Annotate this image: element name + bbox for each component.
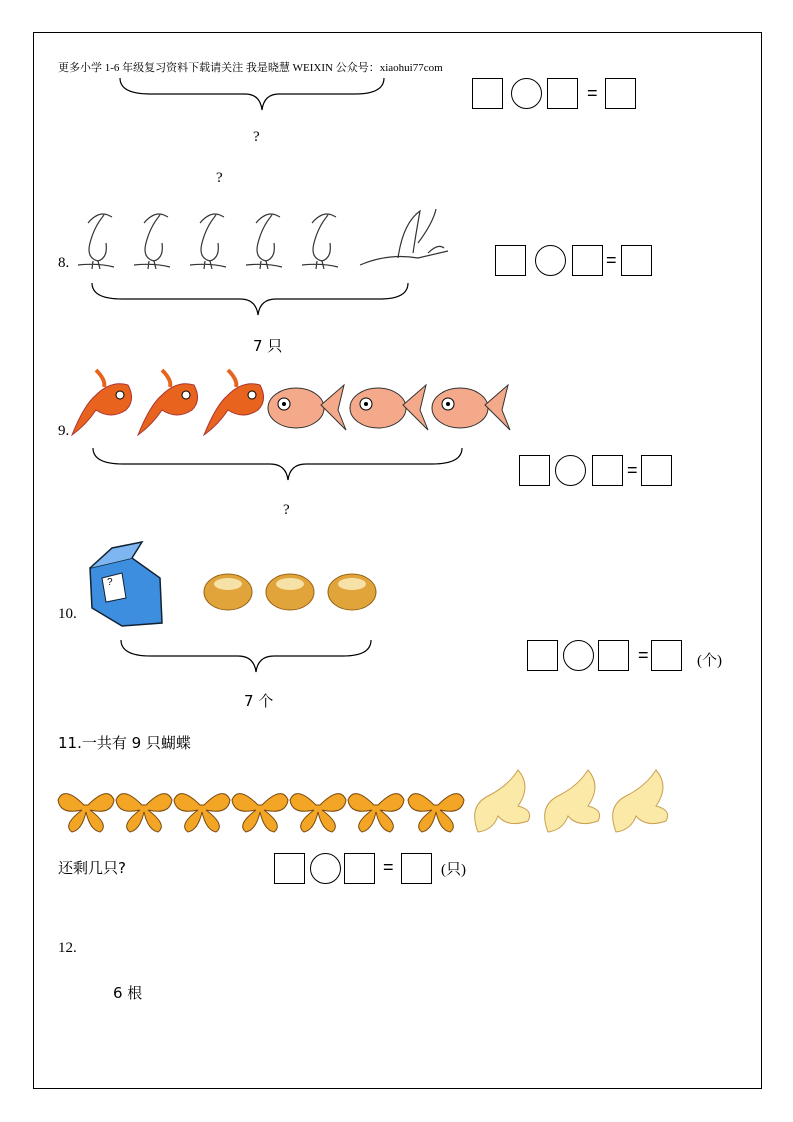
problem9-number: 9. <box>58 423 70 439</box>
tart-illustrations <box>200 570 400 620</box>
butterfly-illustrations <box>54 766 694 836</box>
answer-box-2[interactable] <box>572 245 603 276</box>
answer-box-2[interactable] <box>344 853 375 884</box>
answer-box-1[interactable] <box>495 245 526 276</box>
operator-circle[interactable] <box>563 640 594 671</box>
answer-box-result[interactable] <box>651 640 682 671</box>
problem12-total: 6 根 <box>113 984 143 1002</box>
equals-sign: = <box>638 645 649 665</box>
problem8-total: 7 只 <box>253 337 283 355</box>
answer-box-result[interactable] <box>605 78 636 109</box>
answer-box-2[interactable] <box>592 455 623 486</box>
problem9-total: ? <box>283 502 290 518</box>
answer-box-1[interactable] <box>472 78 503 109</box>
operator-circle[interactable] <box>511 78 542 109</box>
fish-illustrations <box>66 365 526 440</box>
problem7-question-mark: ? <box>253 129 260 145</box>
answer-box-result[interactable] <box>621 245 652 276</box>
problem8-number: 8. <box>58 255 70 271</box>
problem11-question: 还剩几只? <box>58 859 126 877</box>
equals-sign: = <box>587 83 598 103</box>
equals-sign: = <box>627 460 638 480</box>
operator-circle[interactable] <box>310 853 341 884</box>
problem10-total: 7 个 <box>244 692 274 710</box>
problem7-top-question-mark: ? <box>216 170 223 186</box>
answer-box-2[interactable] <box>547 78 578 109</box>
page-header: 更多小学 1-6 年级复习资料下载请关注 我是晓慧 WEIXIN 公众号：xiaohui77com <box>58 62 443 74</box>
operator-circle[interactable] <box>555 455 586 486</box>
problem11-unit: (只) <box>441 862 466 878</box>
answer-box-1[interactable] <box>527 640 558 671</box>
equals-sign: = <box>606 250 617 270</box>
problem12-number: 12. <box>58 940 77 956</box>
answer-box-result[interactable] <box>401 853 432 884</box>
operator-circle[interactable] <box>535 245 566 276</box>
answer-box-2[interactable] <box>598 640 629 671</box>
problem11-title: 11.一共有 9 只蝴蝶 <box>58 734 191 752</box>
bag-icon <box>82 538 172 628</box>
answer-box-1[interactable] <box>274 853 305 884</box>
bag-label: ? <box>107 577 113 588</box>
answer-box-result[interactable] <box>641 455 672 486</box>
equals-sign: = <box>383 857 394 877</box>
crane-illustrations <box>68 203 468 273</box>
problem10-unit: (个) <box>697 653 722 669</box>
answer-box-1[interactable] <box>519 455 550 486</box>
problem10-number: 10. <box>58 606 77 622</box>
